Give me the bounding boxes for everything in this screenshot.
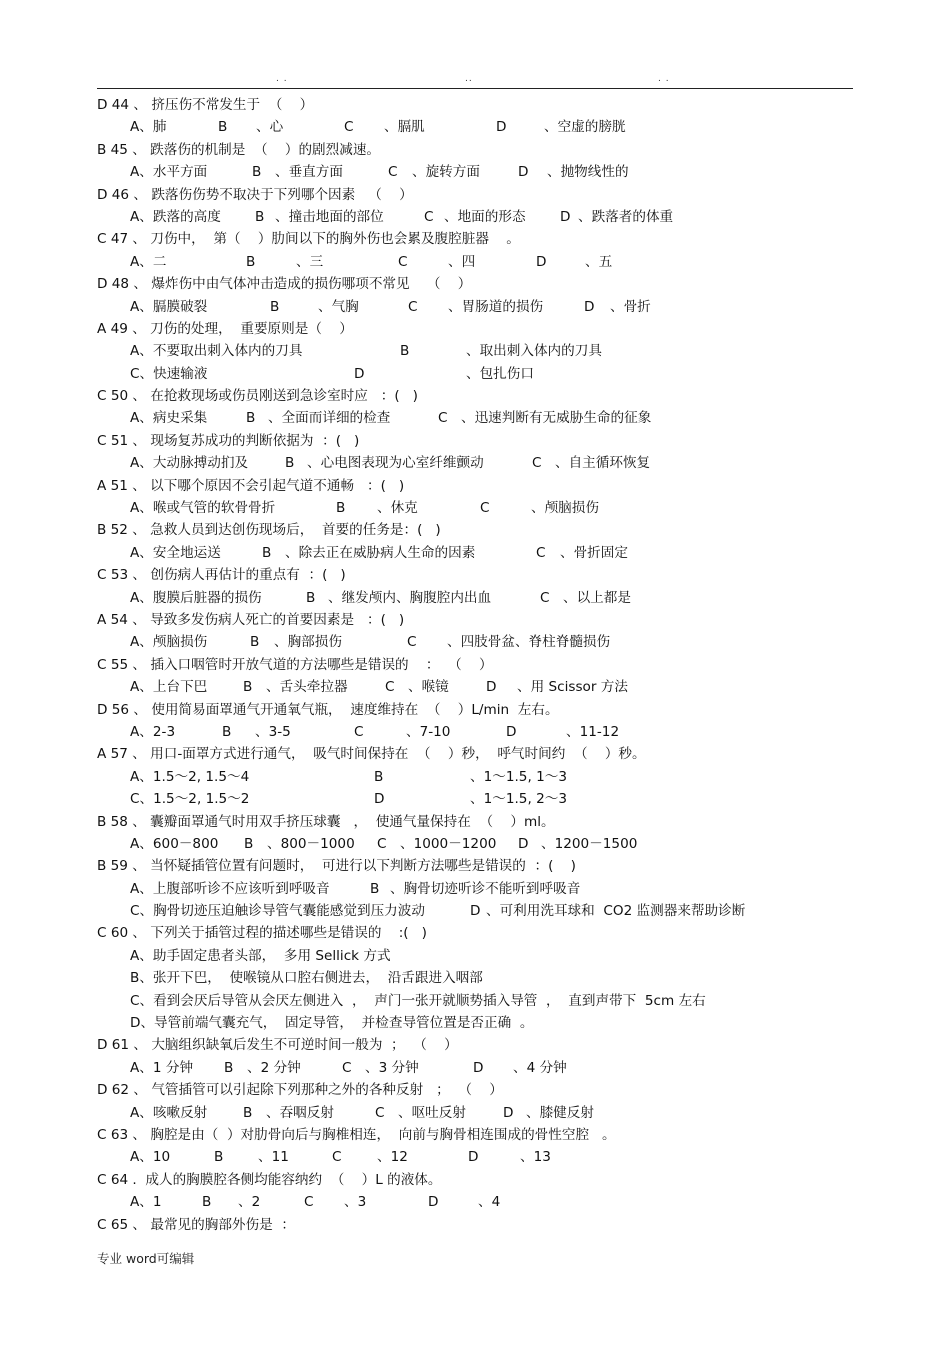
text-line <box>0 811 950 833</box>
text-segment: B 45 、 跌落伤的机制是 （ ）的剧烈减速。 <box>97 141 381 158</box>
text-segment: D <box>560 208 571 225</box>
text-segment: C <box>344 119 354 136</box>
text-segment: D <box>428 1194 439 1211</box>
text-segment: D <box>468 1149 479 1166</box>
text-segment: 、取出刺入体内的刀具 <box>466 343 602 360</box>
text-segment: 、四 <box>448 253 476 270</box>
text-segment: A、上腹部听诊不应该听到呼吸音 <box>130 880 330 897</box>
text-segment: 、垂直方面 <box>275 164 343 181</box>
text-line <box>0 273 950 295</box>
text-line <box>0 296 950 318</box>
text-segment: A、600－800 <box>130 835 219 852</box>
text-segment: B <box>336 500 346 517</box>
text-line <box>0 139 950 161</box>
text-segment: B 58 、 囊瓣面罩通气时用双手挤压球囊 ， 使通气量保持在 （ ）ml。 <box>97 813 555 830</box>
text-line <box>0 206 950 228</box>
text-segment: D <box>486 679 497 696</box>
text-line <box>0 475 950 497</box>
text-segment: A、颅脑损伤 <box>130 634 208 651</box>
text-segment: B <box>374 768 384 785</box>
text-segment: 、继发颅内、胸腹腔内出血 <box>328 589 492 606</box>
text-segment: 、骨折 <box>610 298 651 315</box>
header-dots-left: . . <box>276 74 288 84</box>
text-line <box>0 542 950 564</box>
text-line <box>0 385 950 407</box>
text-segment: 、膈肌 <box>384 119 425 136</box>
text-line <box>0 340 950 362</box>
text-line <box>0 1124 950 1146</box>
text-segment: 、自主循环恢复 <box>555 455 651 472</box>
text-segment: A 51 、 以下哪个原因不会引起气道不通畅 ：( ) <box>97 477 405 494</box>
text-segment: 、用 Scissor 方法 <box>517 679 628 696</box>
text-segment: 、呕吐反射 <box>398 1104 466 1121</box>
text-segment: 、2 <box>238 1194 261 1211</box>
text-segment: C <box>424 208 434 225</box>
text-segment: D、导管前端气囊充气， 固定导管， 并检查导管位置是否正确 。 <box>130 1015 534 1032</box>
text-line <box>0 1146 950 1168</box>
text-segment: D <box>354 365 365 382</box>
text-segment: 、骨折固定 <box>560 544 628 561</box>
text-line <box>0 878 950 900</box>
text-line <box>0 967 950 989</box>
text-line <box>0 497 950 519</box>
text-segment: 、1～1.5, 1～3 <box>470 768 567 785</box>
text-segment: A、1.5～2, 1.5～4 <box>130 768 250 785</box>
text-segment: B <box>222 723 232 740</box>
text-line <box>0 161 950 183</box>
text-segment: C、胸骨切迹压迫触诊导管气囊能感觉到压力波动 <box>130 903 425 920</box>
text-segment: C <box>540 589 550 606</box>
text-segment: D <box>506 723 517 740</box>
text-line <box>0 94 950 116</box>
text-segment: C 53 、 创伤病人再估计的重点有 ：( ) <box>97 567 346 584</box>
text-line <box>0 945 950 967</box>
text-segment: D <box>503 1104 514 1121</box>
text-segment: A、膈膜破裂 <box>130 298 208 315</box>
text-line <box>0 855 950 877</box>
text-segment: 、旋转方面 <box>412 164 480 181</box>
text-segment: 、除去正在威胁病人生命的因素 <box>285 544 476 561</box>
text-segment: A、不要取出刺入体内的刀具 <box>130 343 303 360</box>
text-segment: A、大动脉搏动扪及 <box>130 455 249 472</box>
text-segment: C 50 、 在抢救现场或伤员刚送到急诊室时应 ：( ) <box>97 388 418 405</box>
text-line <box>0 1034 950 1056</box>
text-line <box>0 363 950 385</box>
text-segment: A、腹膜后脏器的损伤 <box>130 589 262 606</box>
text-segment: A、二 <box>130 253 167 270</box>
text-segment: C 60 、 下列关于插管过程的描述哪些是错误的 :( ) <box>97 925 427 942</box>
text-segment: A 54 、 导致多发伤病人死亡的首要因素是 ：( ) <box>97 611 405 628</box>
text-segment: 、1200－1500 <box>541 835 638 852</box>
text-segment: B <box>370 880 380 897</box>
text-segment: A、上台下巴 <box>130 679 208 696</box>
text-segment: D 56 、 使用简易面罩通气开通氧气瓶， 速度维持在 （ ）L/min 左右。 <box>97 701 559 718</box>
text-segment: 、舌头牵拉器 <box>266 679 348 696</box>
text-segment: D <box>374 791 385 808</box>
text-line <box>0 631 950 653</box>
text-line <box>0 184 950 206</box>
header-dots-center: .. <box>465 74 473 84</box>
text-line <box>0 452 950 474</box>
text-segment: B <box>270 298 280 315</box>
text-line <box>0 1102 950 1124</box>
text-segment: A、喉或气管的软骨骨折 <box>130 500 276 517</box>
text-line <box>0 1057 950 1079</box>
text-segment: B <box>252 164 262 181</box>
text-segment: A、1 分钟 <box>130 1059 194 1076</box>
text-segment: 、包扎伤口 <box>466 365 534 382</box>
text-segment: B 52 、 急救人员到达创伤现场后， 首要的任务是：( ) <box>97 522 441 539</box>
text-segment: 、11 <box>258 1149 289 1166</box>
text-line <box>0 1169 950 1191</box>
text-segment: C <box>480 500 490 517</box>
text-line <box>0 766 950 788</box>
text-segment: C <box>407 634 417 651</box>
text-segment: A、肺 <box>130 119 167 136</box>
text-segment: B <box>246 410 256 427</box>
text-segment: A 57 、 用口-面罩方式进行通气， 吸气时间保持在 （ ）秒， 呼气时间约 （ ）秒。 <box>97 746 646 763</box>
text-line <box>0 564 950 586</box>
text-segment: A、安全地运送 <box>130 544 221 561</box>
text-segment: A、1 <box>130 1194 162 1211</box>
text-segment: B <box>262 544 272 561</box>
text-segment: B <box>400 343 410 360</box>
text-segment: 、胃肠道的损伤 <box>448 298 544 315</box>
text-segment: D 48 、 爆炸伤中由气体冲击造成的损伤哪项不常见 （ ） <box>97 276 472 293</box>
text-segment: A、助手固定患者头部， 多用 Sellick 方式 <box>130 947 391 964</box>
text-segment: 、可利用洗耳球和 CO2 监测器来帮助诊断 <box>486 903 746 920</box>
text-segment: 、胸骨切迹听诊不能听到呼吸音 <box>390 880 581 897</box>
text-line <box>0 654 950 676</box>
text-segment: 、喉镜 <box>408 679 449 696</box>
text-segment: 、800－1000 <box>267 835 355 852</box>
text-line <box>0 833 950 855</box>
text-line <box>0 609 950 631</box>
header-rule <box>97 88 853 89</box>
text-segment: A、病史采集 <box>130 410 208 427</box>
text-segment: B <box>202 1194 212 1211</box>
text-segment: 、心电图表现为心室纤维颤动 <box>307 455 484 472</box>
text-segment: C、快速输液 <box>130 365 208 382</box>
text-segment: B <box>243 1104 253 1121</box>
text-segment: C <box>342 1059 352 1076</box>
text-segment: 、心 <box>256 119 284 136</box>
text-segment: B、张开下巴， 使喉镜从口腔右侧进去， 沿舌跟进入咽部 <box>130 970 483 987</box>
text-segment: 、12 <box>377 1149 408 1166</box>
text-segment: 、空虚的膀胱 <box>544 119 626 136</box>
text-segment: C <box>354 723 364 740</box>
question-list <box>0 94 950 1236</box>
text-segment: 、1～1.5, 2～3 <box>470 791 567 808</box>
text-segment: D <box>584 298 595 315</box>
text-segment: 、13 <box>520 1149 551 1166</box>
text-line <box>0 116 950 138</box>
text-line <box>0 430 950 452</box>
text-segment: B <box>224 1059 234 1076</box>
text-segment: C 64 . 成人的胸膜腔各侧均能容纳约 （ ）L 的液体。 <box>97 1171 442 1188</box>
text-segment: C、看到会厌后导管从会厌左侧进入 ， 声门一张开就顺势插入导管 ， 直到声带下 5cm 左右 <box>130 992 706 1009</box>
text-segment: C <box>438 410 448 427</box>
text-segment: C <box>377 835 387 852</box>
text-segment: B <box>218 119 228 136</box>
text-segment: C <box>332 1149 342 1166</box>
text-line <box>0 587 950 609</box>
header-dots-right: . . <box>658 74 670 84</box>
text-segment: 、抛物线性的 <box>547 164 629 181</box>
text-segment: D <box>496 119 507 136</box>
text-segment: D <box>473 1059 484 1076</box>
text-segment: C 51 、 现场复苏成功的判断依据为 ：( ) <box>97 432 360 449</box>
text-segment: A、10 <box>130 1149 171 1166</box>
text-segment: C 63 、 胸腔是由（ ）对肋骨向后与胸椎相连， 向前与胸骨相连围成的骨性空腔 。 <box>97 1126 616 1143</box>
text-segment: 、3 <box>344 1194 367 1211</box>
text-segment: B <box>243 679 253 696</box>
text-segment: 、休克 <box>377 500 418 517</box>
text-segment: 、膝健反射 <box>526 1104 594 1121</box>
text-segment: B <box>214 1149 224 1166</box>
text-segment: 、4 <box>478 1194 501 1211</box>
text-segment: C、1.5～2, 1.5～2 <box>130 791 250 808</box>
text-line <box>0 743 950 765</box>
text-segment: A、咳嗽反射 <box>130 1104 208 1121</box>
text-segment: C <box>536 544 546 561</box>
text-segment: D <box>518 164 529 181</box>
text-line <box>0 519 950 541</box>
text-line <box>0 721 950 743</box>
text-segment: D <box>536 253 547 270</box>
text-segment: B <box>285 455 295 472</box>
text-segment: A 49 、 刀伤的处理， 重要原则是（ ） <box>97 320 353 337</box>
text-segment: B <box>250 634 260 651</box>
text-segment: C 65 、 最常见的胸部外伤是 ： <box>97 1216 295 1233</box>
text-segment: 、撞击地面的部位 <box>275 208 384 225</box>
text-segment: B <box>244 835 254 852</box>
text-segment: 、迅速判断有无威胁生命的征象 <box>461 410 652 427</box>
text-segment: C <box>408 298 418 315</box>
text-segment: C <box>304 1194 314 1211</box>
text-segment: D <box>470 903 481 920</box>
text-segment: B <box>255 208 265 225</box>
text-line <box>0 990 950 1012</box>
text-segment: 、1000－1200 <box>400 835 497 852</box>
text-line <box>0 1214 950 1236</box>
text-segment: 、三 <box>296 253 324 270</box>
text-segment: A、跌落的高度 <box>130 208 221 225</box>
text-segment: D 44 、 挤压伤不常发生于 （ ） <box>97 97 314 113</box>
text-segment: C <box>388 164 398 181</box>
text-segment: C 55 、 插入口咽管时开放气道的方法哪些是错误的 ： （ ） <box>97 656 493 673</box>
text-segment: 、跌落者的体重 <box>578 208 674 225</box>
text-segment: D 61 、 大脑组织缺氧后发生不可逆时间一般为 ； （ ） <box>97 1037 458 1054</box>
text-segment: C <box>532 455 542 472</box>
text-segment: 、全面而详细的检查 <box>268 410 391 427</box>
text-segment: B <box>246 253 256 270</box>
text-segment: 、四肢骨盆、脊柱脊髓损伤 <box>447 634 611 651</box>
text-line <box>0 788 950 810</box>
text-segment: C <box>375 1104 385 1121</box>
text-segment: 、11-12 <box>566 723 620 740</box>
text-segment: 、颅脑损伤 <box>531 500 599 517</box>
text-segment: 、2 分钟 <box>247 1059 301 1076</box>
text-segment: D <box>518 835 529 852</box>
text-segment: 、以上都是 <box>563 589 631 606</box>
text-segment: B <box>306 589 316 606</box>
text-segment: 、地面的形态 <box>444 208 526 225</box>
text-segment: C <box>398 253 408 270</box>
text-line <box>0 318 950 340</box>
text-segment: 、3-5 <box>255 723 291 740</box>
text-segment: A、水平方面 <box>130 164 208 181</box>
text-segment: 、胸部损伤 <box>274 634 342 651</box>
text-line <box>0 699 950 721</box>
text-segment: 、气胸 <box>318 298 359 315</box>
text-segment: 、吞咽反射 <box>266 1104 334 1121</box>
text-line <box>0 900 950 922</box>
text-line <box>0 407 950 429</box>
text-segment: B 59 、 当怀疑插管位置有问题时， 可进行以下判断方法哪些是错误的 ：( ) <box>97 858 576 875</box>
text-line <box>0 251 950 273</box>
text-segment: 、4 分钟 <box>513 1059 567 1076</box>
text-line <box>0 922 950 944</box>
text-segment: D 46 、 跌落伤伤势不取决于下列哪个因素 （ ） <box>97 186 413 203</box>
text-segment: C <box>385 679 395 696</box>
text-line <box>0 228 950 250</box>
page-footer: 专业 word可编辑 <box>97 1251 195 1266</box>
text-line <box>0 676 950 698</box>
text-segment: 、7-10 <box>406 723 451 740</box>
text-segment: A、2-3 <box>130 723 176 740</box>
text-line <box>0 1191 950 1213</box>
text-segment: C 47 、 刀伤中， 第（ ）肋间以下的胸外伤也会累及腹腔脏器 。 <box>97 231 520 248</box>
text-line <box>0 1079 950 1101</box>
text-segment: D 62 、 气管插管可以引起除下列那种之外的各种反射 ； （ ） <box>97 1082 503 1099</box>
text-segment: 、五 <box>585 253 613 270</box>
text-segment: 、3 分钟 <box>365 1059 419 1076</box>
text-line <box>0 1012 950 1034</box>
